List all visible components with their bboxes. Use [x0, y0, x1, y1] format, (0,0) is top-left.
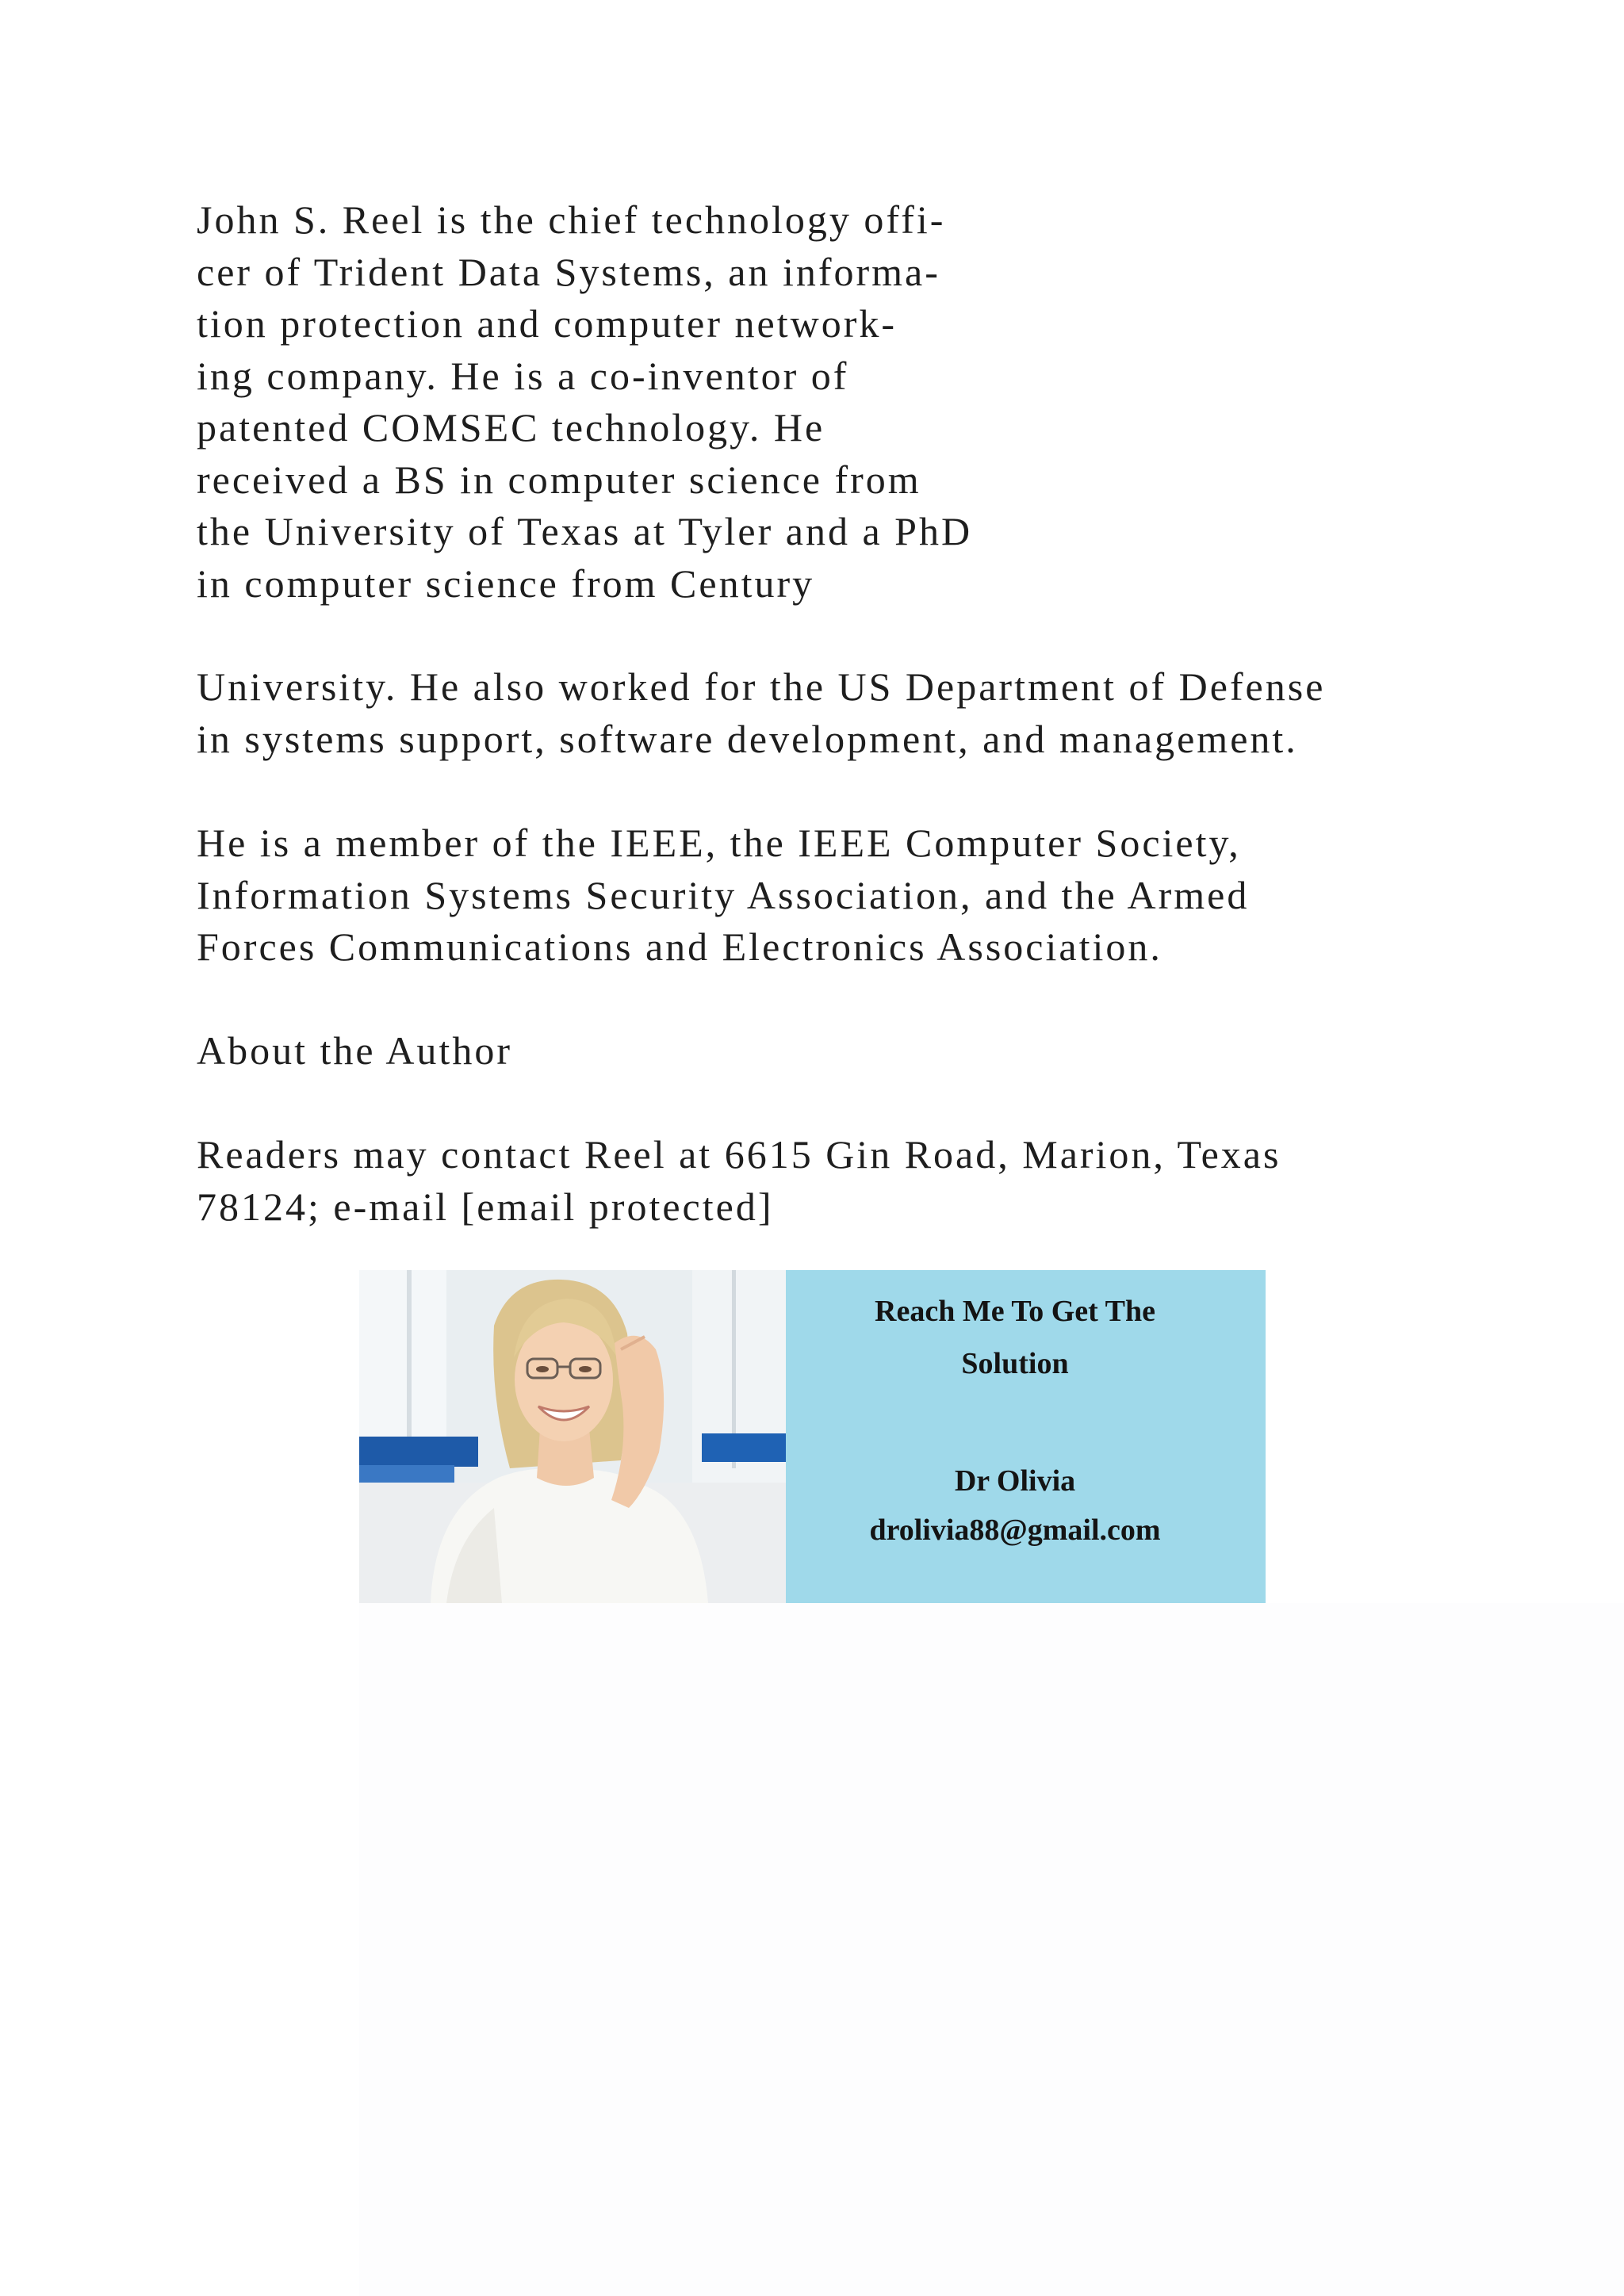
banner-headline-2: Solution: [961, 1347, 1069, 1380]
text-line: cer of Trident Data Systems, an informa-: [197, 249, 940, 294]
text-line: He is a member of the IEEE, the IEEE Computer Society,: [197, 821, 1241, 865]
text-line: patented COMSEC technology. He: [197, 405, 825, 450]
section-heading: [197, 1025, 512, 1077]
defense-paragraph: [197, 661, 1325, 765]
membership-paragraph: [197, 817, 1249, 974]
contact-banner: [359, 1270, 1266, 1603]
banner-headline: Reach Me To Get The: [875, 1295, 1155, 1328]
text-line: Forces Communications and Electronics Association.: [197, 924, 1162, 969]
contact-panel: [786, 1270, 1266, 1603]
text-line: John S. Reel is the chief technology offi-: [197, 197, 946, 242]
text-line: tion protection and computer network-: [197, 301, 897, 346]
page-background-region: [359, 1603, 1624, 2296]
text-line: ing company. He is a co-inventor of: [197, 353, 849, 398]
text-line: University. He also worked for the US Department of Defense: [197, 664, 1326, 709]
contact-email: drolivia88@gmail.com: [869, 1513, 1161, 1547]
text-line: Readers may contact Reel at 6615 Gin Road, Marion, Texas: [197, 1132, 1281, 1177]
text-line: in computer science from Century: [197, 561, 815, 606]
text-line: Information Systems Security Association, and the Armed: [197, 872, 1250, 917]
text-line: the University of Texas at Tyler and a PhD: [197, 509, 973, 553]
text-line: received a BS in computer science from: [197, 457, 921, 502]
contact-name: Dr Olivia: [954, 1464, 1076, 1498]
text-line: in systems support, software development, and management.: [197, 716, 1298, 761]
heading-text: About the Author: [197, 1028, 512, 1073]
text-line: 78124; e-mail [email protected]: [197, 1184, 774, 1229]
woman-photo: [359, 1270, 786, 1603]
bio-paragraph: [197, 194, 972, 610]
contact-paragraph: [197, 1129, 1281, 1233]
